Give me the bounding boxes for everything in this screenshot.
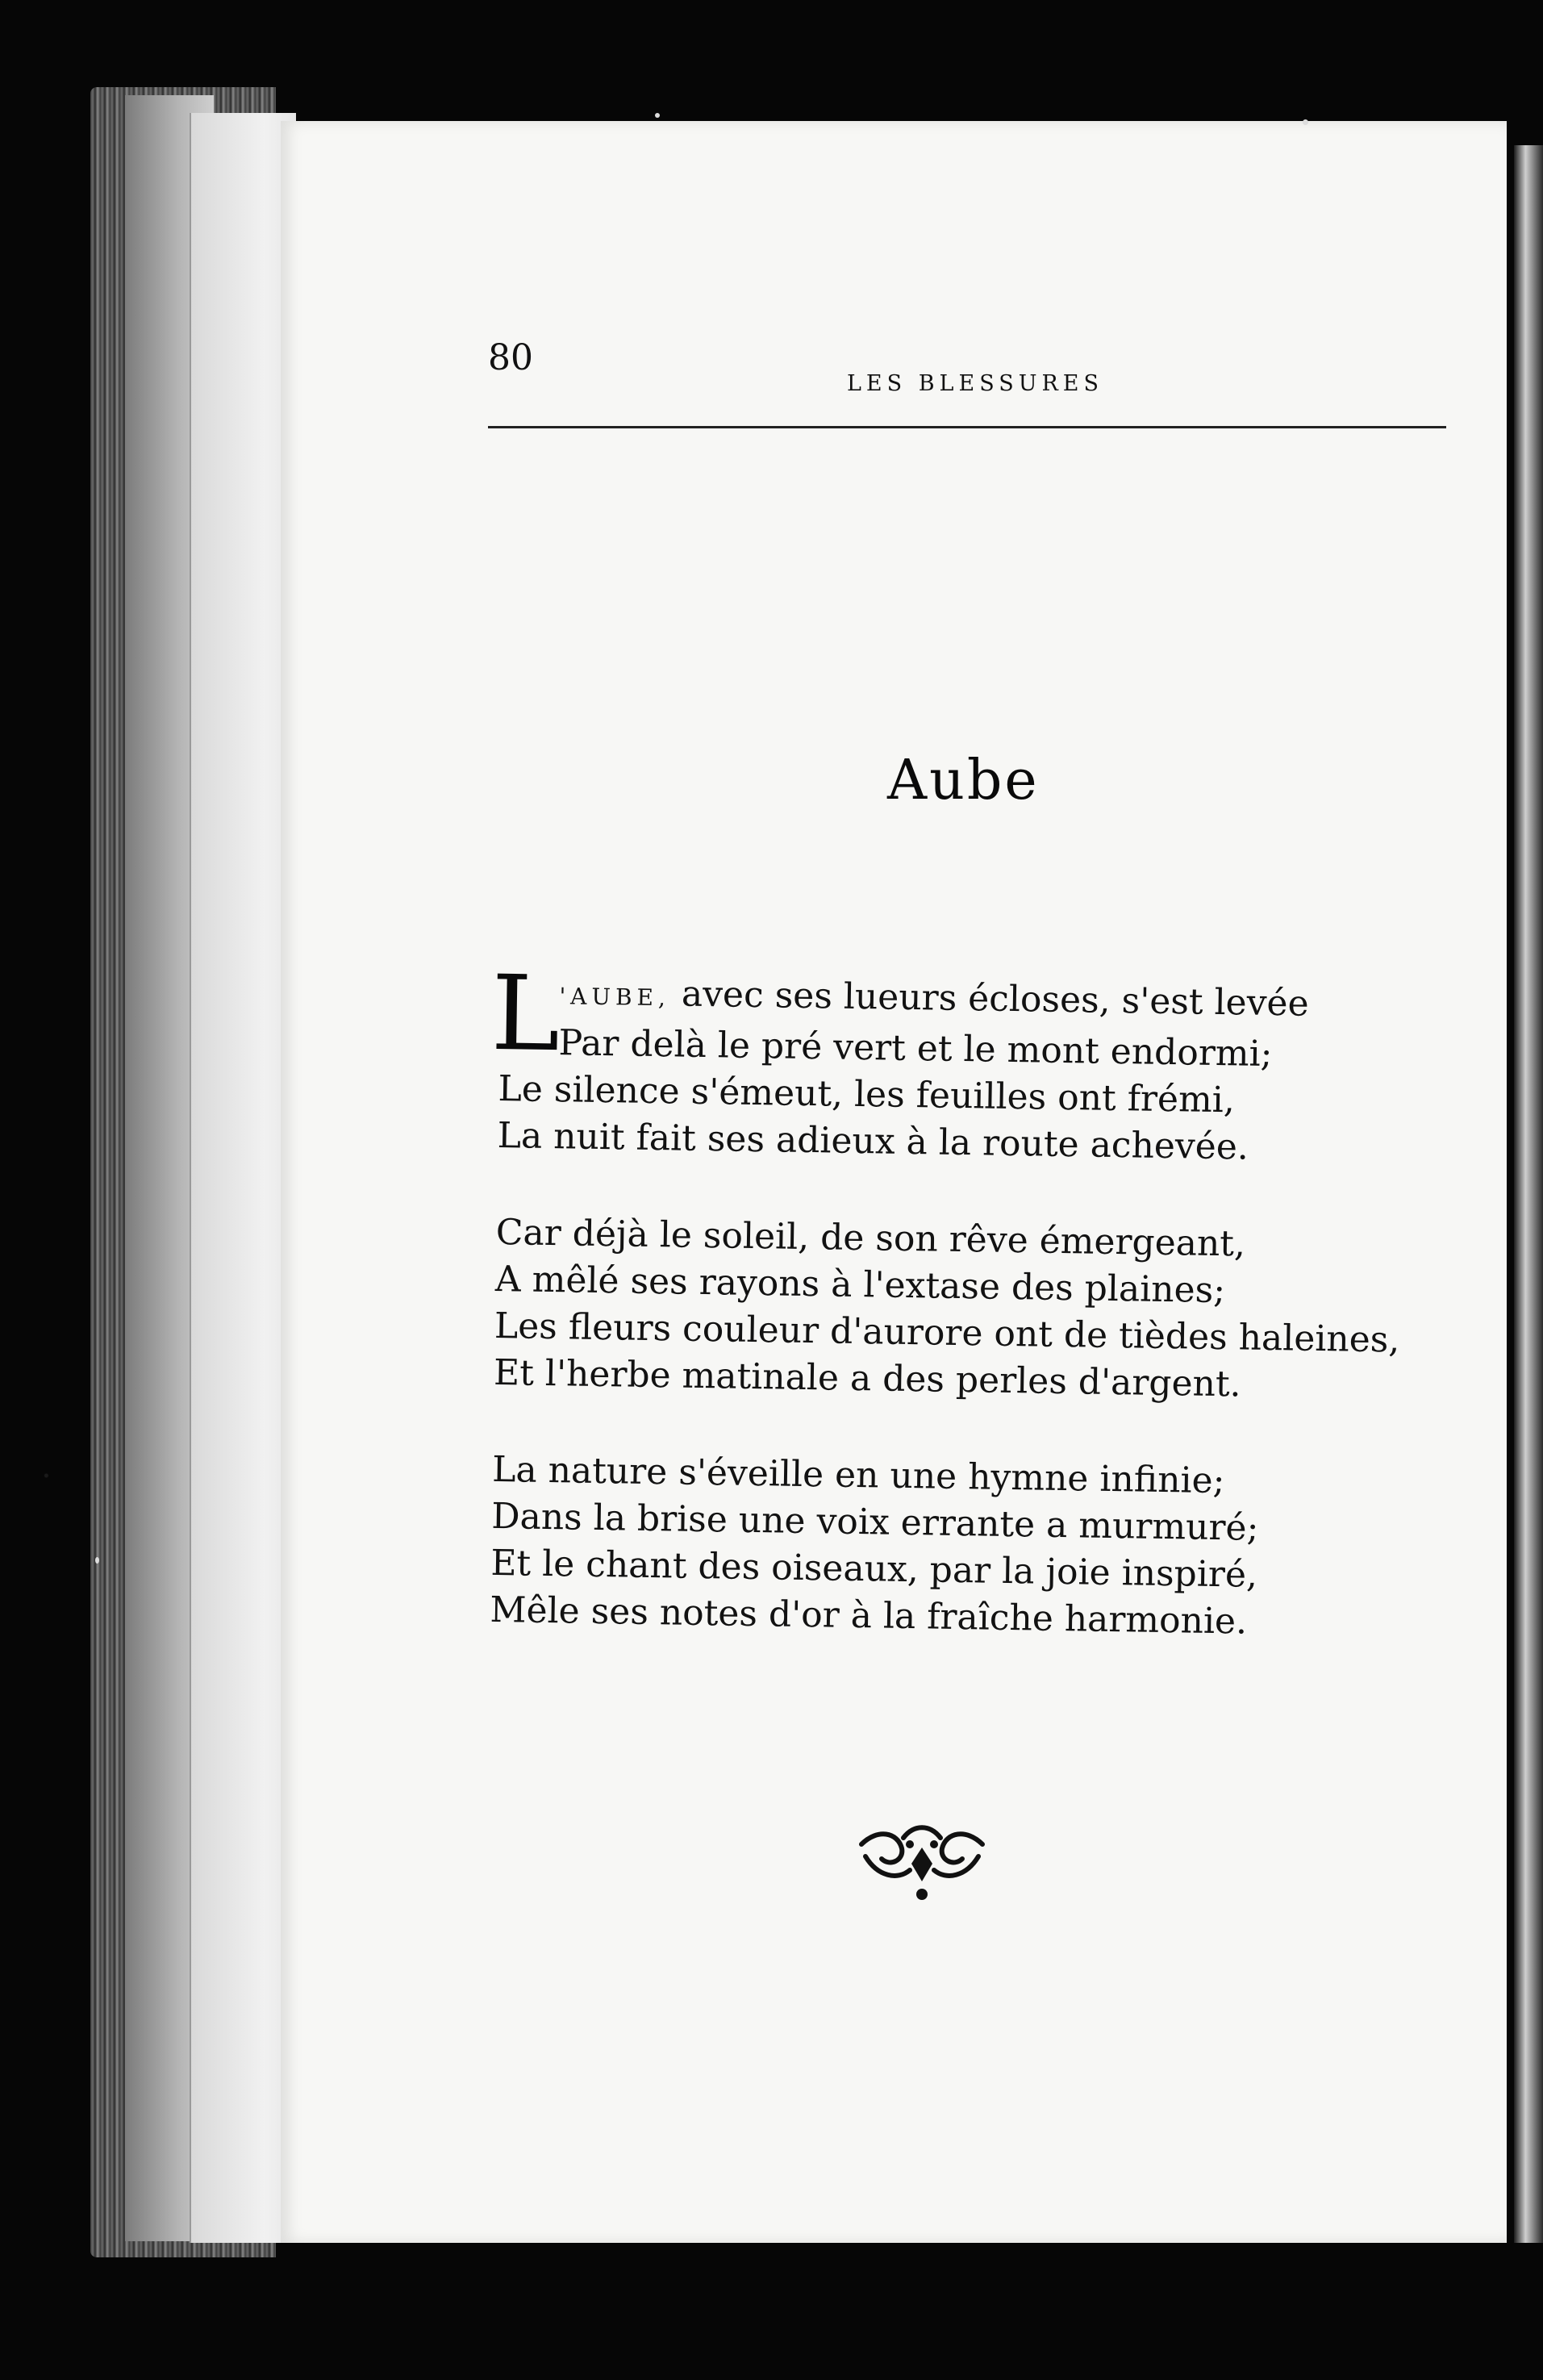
facing-page-edge: [1514, 145, 1543, 2243]
header-rule: [488, 426, 1446, 428]
verse-text: avec ses lueurs écloses, s'est levée: [669, 973, 1310, 1025]
running-head: [488, 337, 1448, 402]
dust-speck: [95, 1557, 99, 1564]
stanza: [490, 1447, 1396, 1648]
fleuron-ornament-icon: [853, 1820, 990, 1917]
drop-cap: L: [490, 953, 561, 1075]
poem-title: Aube: [887, 749, 1040, 812]
page-number: 80: [488, 337, 533, 378]
dust-speck: [1303, 119, 1308, 125]
verse-line: Mêle ses notes d'or à la fraîche harmonie.: [490, 1589, 1248, 1643]
verse-line: Le silence s'émeut, les feuilles ont frémi,: [498, 1067, 1236, 1121]
stanza: [490, 953, 1403, 1174]
stanza: [494, 1209, 1400, 1411]
verse-line: Dans la brise une voix errante a murmuré;: [490, 1495, 1259, 1549]
verse-line: Et l'herbe matinale a des perles d'argent.: [493, 1351, 1241, 1405]
verse-line: Les fleurs couleur d'aurore ont de tièdes haleines,: [494, 1305, 1400, 1361]
verse-line: A mêlé ses rayons à l'extase des plaines;: [494, 1258, 1226, 1312]
first-word-smallcaps: 'AUBE,: [559, 983, 671, 1012]
verse-line: La nature s'éveille en une hymne infinie;: [491, 1448, 1225, 1502]
poem-body: [489, 953, 1403, 1697]
verse-line: Par delà le pré vert et le mont endormi;: [558, 1022, 1273, 1075]
dust-speck: [655, 113, 660, 118]
running-title: LES BLESSURES: [847, 371, 1104, 396]
verse-line: Et le chant des oiseaux, par la joie inspiré,: [490, 1542, 1258, 1596]
verse-line: Car déjà le soleil, de son rêve émergeant,: [495, 1211, 1246, 1265]
verse-line: La nuit fait ses adieux à la route achevée.: [497, 1114, 1249, 1168]
